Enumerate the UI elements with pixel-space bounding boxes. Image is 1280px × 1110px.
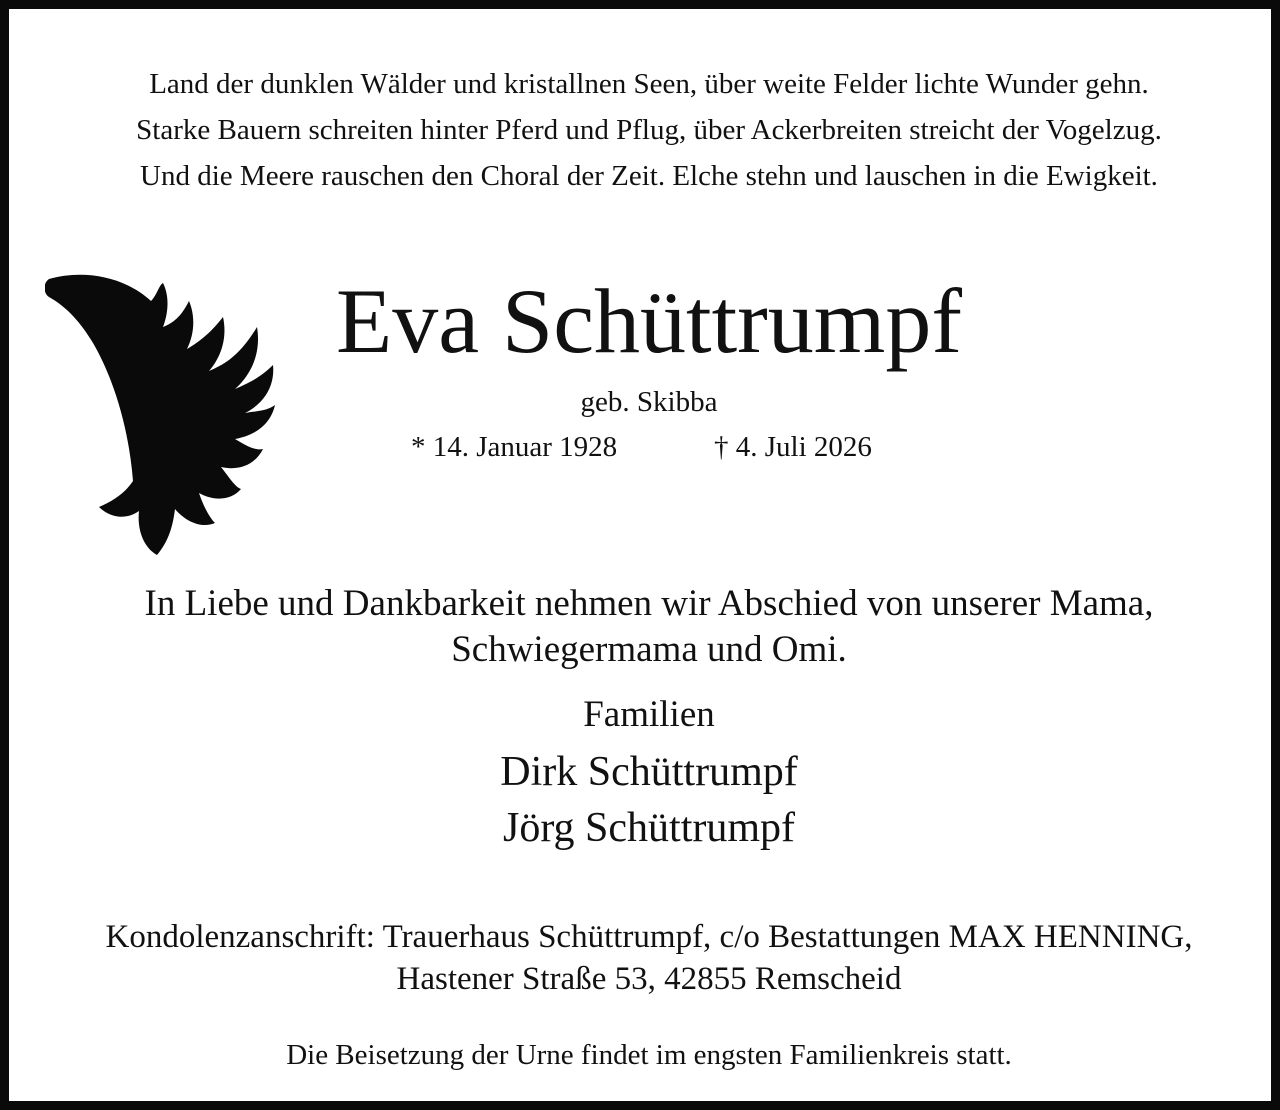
deceased-name: Eva Schüttrumpf bbox=[336, 270, 962, 372]
birth-date: * 14. Januar 1928 bbox=[411, 431, 618, 463]
mourner-name: Jörg Schüttrumpf bbox=[502, 805, 796, 851]
condolence-address bbox=[9, 916, 1280, 1000]
mourner-names bbox=[9, 744, 1280, 856]
maiden-name: geb. Skibba bbox=[580, 386, 718, 418]
condolence-line: Kondolenzanschrift: Trauerhaus Schüttrumpf, c/o Bestattungen MAX HENNING, bbox=[105, 919, 1193, 955]
burial-note: Die Beisetzung der Urne findet im engsten Familienkreis statt. bbox=[286, 1039, 1012, 1071]
families-label: Familien bbox=[583, 694, 715, 735]
poem-line: Und die Meere rauschen den Choral der Zeit. Elche stehn und lauschen in die Ewigkeit. bbox=[140, 160, 1158, 192]
farewell-line: In Liebe und Dankbarkeit nehmen wir Abschied von unserer Mama, bbox=[144, 583, 1154, 624]
poem-line: Starke Bauern schreiten hinter Pferd und Pflug, über Ackerbreiten streicht der Vogelzug. bbox=[136, 114, 1162, 146]
farewell-line: Schwiegermama und Omi. bbox=[451, 629, 847, 670]
farewell-message bbox=[9, 581, 1280, 673]
condolence-line: Hastener Straße 53, 42855 Remscheid bbox=[396, 961, 902, 997]
poem-line: Land der dunklen Wälder und kristallnen Seen, über weite Felder lichte Wunder gehn. bbox=[149, 68, 1149, 100]
mourner-name: Dirk Schüttrumpf bbox=[500, 749, 798, 795]
death-date: † 4. Juli 2026 bbox=[714, 431, 872, 463]
poem bbox=[9, 61, 1280, 199]
